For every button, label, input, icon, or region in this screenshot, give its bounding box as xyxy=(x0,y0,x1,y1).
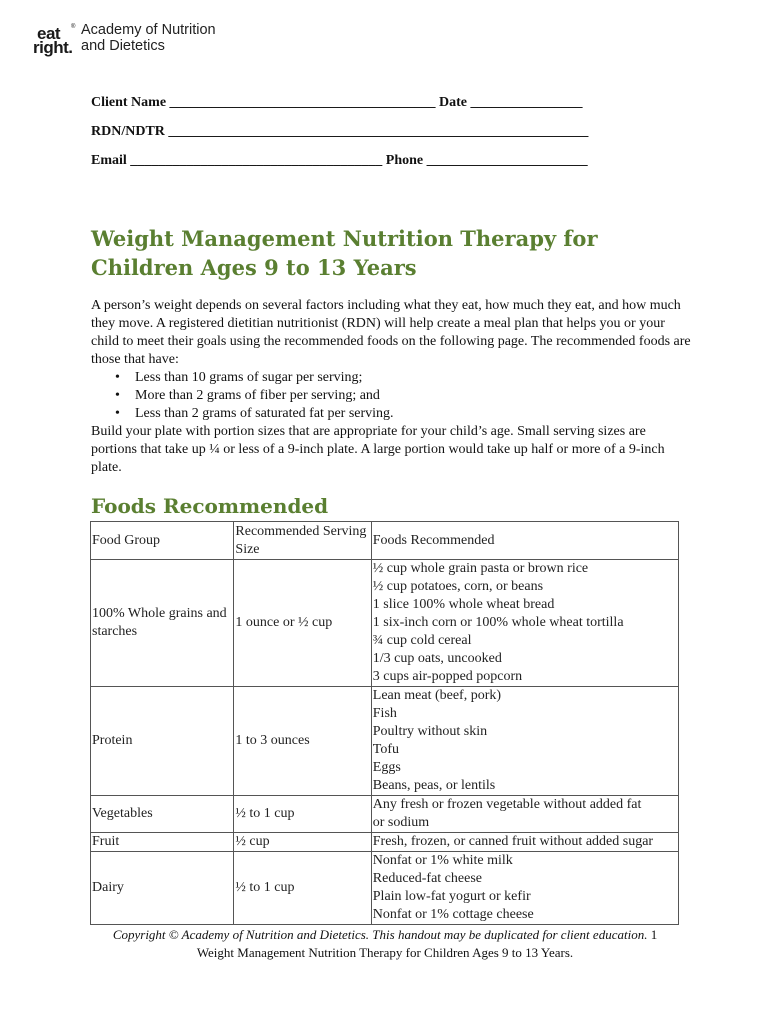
food-item: 1 slice 100% whole wheat bread xyxy=(372,597,555,612)
food-item: 1/3 cup oats, uncooked xyxy=(372,651,502,666)
table-row xyxy=(91,833,679,852)
criteria-list xyxy=(91,369,691,423)
table-row xyxy=(91,687,679,796)
cell-foods xyxy=(371,796,678,833)
food-item: Nonfat or 1% cottage cheese xyxy=(372,907,534,922)
cell-serving-size: 1 ounce or ½ cup xyxy=(234,560,371,687)
food-item: 1 six-inch corn or 100% whole wheat tortilla xyxy=(372,615,624,630)
list-item: • Less than 10 grams of sugar per serving; xyxy=(135,369,691,387)
table-header-row xyxy=(91,522,679,560)
intro-paragraph-2: Build your plate with portion sizes that are appropriate for your child’s age. Small serving sizes are portions that take up ¼ or less of a 9-inch plate. A large portion would take up half or more of a 9-inch plate. xyxy=(91,424,665,475)
list-item: • More than 2 grams of fiber per serving; and xyxy=(135,387,691,405)
list-item: • Less than 2 grams of saturated fat per serving. xyxy=(135,405,691,423)
food-item: Tofu xyxy=(372,742,400,757)
table-row xyxy=(91,796,679,833)
page-number: 1 xyxy=(650,927,658,942)
food-item: Eggs xyxy=(372,760,401,775)
page-footer xyxy=(70,926,700,962)
header-serving-size: Recommended Serving Size xyxy=(234,522,371,560)
eatright-logo-mark: eat ® right. xyxy=(33,24,76,57)
food-item: Lean meat (beef, pork) xyxy=(372,688,502,703)
food-item: Reduced-fat cheese xyxy=(372,871,482,886)
food-item: ¾ cup cold cereal xyxy=(372,633,472,648)
food-item: Plain low-fat yogurt or kefir xyxy=(372,889,531,904)
food-item: ½ cup potatoes, corn, or beans xyxy=(372,579,544,594)
email-phone-field[interactable]: Email ____________________________________ Phone _______________________ xyxy=(91,153,588,168)
logo-mark-eat: eat xyxy=(37,24,61,43)
cell-foods xyxy=(371,852,678,925)
foods-table xyxy=(90,521,679,925)
intro-text xyxy=(91,297,691,477)
food-item: Fish xyxy=(372,706,397,721)
food-item: Any fresh or frozen vegetable without added fat xyxy=(372,797,642,812)
cell-food-group: Vegetables xyxy=(91,796,234,833)
cell-food-group: 100% Whole grains and starches xyxy=(91,560,234,687)
food-item: ½ cup whole grain pasta or brown rice xyxy=(372,561,589,576)
cell-foods xyxy=(371,560,678,687)
food-item: Fresh, frozen, or canned fruit without added sugar xyxy=(372,834,654,849)
food-item: Beans, peas, or lentils xyxy=(372,778,496,793)
cell-serving-size: ½ to 1 cup xyxy=(234,796,371,833)
cell-food-group: Protein xyxy=(91,687,234,796)
cell-food-group: Fruit xyxy=(91,833,234,852)
logo-text-line1: Academy of Nutrition xyxy=(81,22,216,38)
food-item: Poultry without skin xyxy=(372,724,488,739)
cell-food-group: Dairy xyxy=(91,852,234,925)
cell-foods xyxy=(371,833,678,852)
table-row xyxy=(91,560,679,687)
table-row xyxy=(91,852,679,925)
logo-mark-right: right. xyxy=(33,38,73,57)
page-title: Weight Management Nutrition Therapy for Children Ages 9 to 13 Years xyxy=(91,226,598,280)
header-food-group: Food Group xyxy=(91,522,234,560)
intro-paragraph-1: A person’s weight depends on several factors including what they eat, how much they eat, and how much they move. A registered dietitian nutritionist (RDN) will help create a meal plan that helps you or your child to meet their goals using the recommended foods on the following page. The recommended foods are those that have: xyxy=(91,298,691,367)
cell-serving-size: 1 to 3 ounces xyxy=(234,687,371,796)
food-item: Nonfat or 1% white milk xyxy=(372,853,513,868)
logo-text xyxy=(81,23,216,54)
food-item: or sodium xyxy=(372,815,430,830)
logo-text-line2: and Dietetics xyxy=(81,37,165,54)
food-item: 3 cups air-popped popcorn xyxy=(372,669,523,684)
header-foods-recommended: Foods Recommended xyxy=(371,522,678,560)
footer-title: Weight Management Nutrition Therapy for Children Ages 9 to 13 Years. xyxy=(196,945,574,960)
cell-serving-size: ½ to 1 cup xyxy=(234,852,371,925)
cell-foods xyxy=(371,687,678,796)
client-name-date-field[interactable]: Client Name ______________________________________ Date ________________ xyxy=(91,95,583,110)
section-heading: Foods Recommended xyxy=(91,494,329,518)
copyright-notice: Copyright © Academy of Nutrition and Dietetics. This handout may be duplicated for client education. xyxy=(112,927,648,942)
cell-serving-size: ½ cup xyxy=(234,833,371,852)
rdn-field[interactable]: RDN/NDTR ____________________________________________________________ xyxy=(91,124,589,139)
